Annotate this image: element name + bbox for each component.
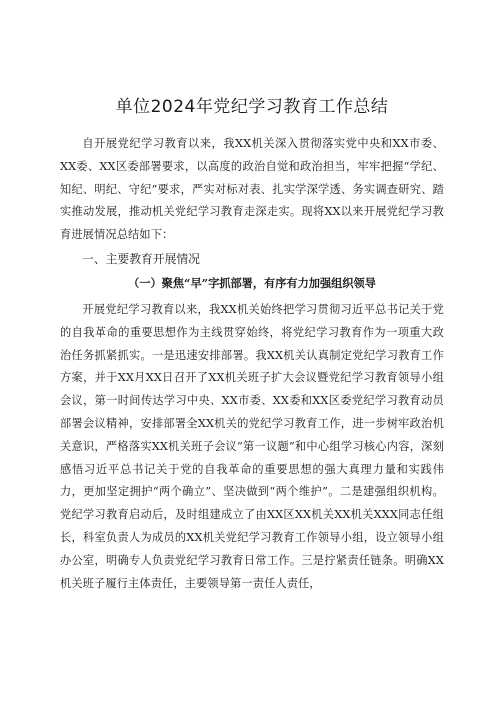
intro-paragraph: 自开展党纪学习教育以来，我XX机关深入贯彻落实党中央和XX市委、XX委、XX区委部署要求，以高度的政治自觉和政治担当，牢牢把握“学纪、知纪、明纪、守纪”要求，严实对标对表、扎实学深学透、务实调查研究、踏实推动发展，推动机关党纪学习教育走深走实。现将XX以来开展党纪学习教育进展情况总结如下： xyxy=(60,137,444,242)
body-paragraph: 开展党纪学习教育以来，我XX机关始终把学习贯彻习近平总书记关于党的自我革命的重要思想作为主线贯穿始终，将党纪学习教育作为一项重大政治任务抓紧抓实。一是迅速安排部署。我XX机关认真制定党纪学习教育工作方案，并于XX月XX日召开了XX机关班子扩大会议暨党纪学习教育领导小组会议，第一时间传达学习中央、XX市委、XX委和XX区委党纪学习教育动员部署会议精神，安排部署全XX机关的党纪学习教育工作，进一步树牢政治机关意识，严格落实XX机关班子会议“第一议题”和中心组学习核心内容，深刻感悟习近平总书记关于党的自我革命的重要思想的强大真理力量和实践伟力，更加坚定拥护“两个确立”、坚决做到“两个维护”。二是建强组织机构。党纪学习教育启动后，及时组建成立了由XX区XX机关XX机关XXX同志任组长，科室负责人为成员的XX机关党纪学习教育工作领导小组，设立领导小组办公室，明确专人负责党纪学习教育日常工作。三是拧紧责任链条。明确XX机关班子履行主体责任，主要领导第一责任人责任， xyxy=(60,302,444,590)
section-heading: 一、主要教育开展情况 xyxy=(82,251,200,266)
document-title: 单位2024年党纪学习教育工作总结 xyxy=(115,97,389,117)
subsection-heading: （一）聚焦“早”字抓部署，有序有力加强组织领导 xyxy=(128,275,376,290)
